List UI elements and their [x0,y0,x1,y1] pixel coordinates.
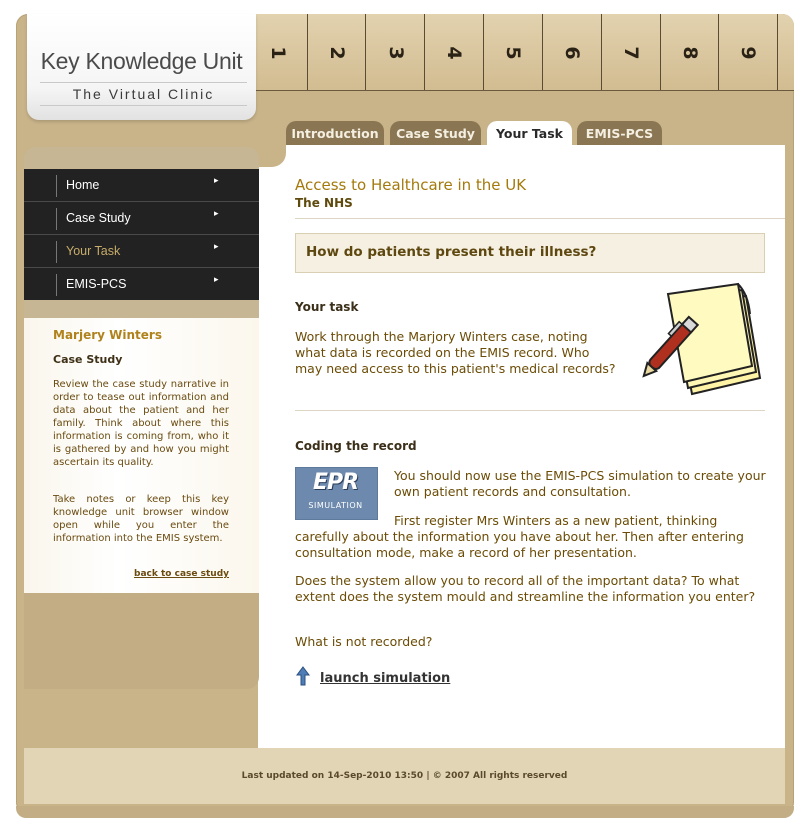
sidebar-paragraph: Review the case study narrative in order to tease out information and data about the patient and her family. Think about where this information is coming from, who it is gathered by and how you might ascertain its quality. [53,379,229,468]
page-subtitle: The NHS [295,196,353,210]
back-to-case-study-link[interactable]: back to case study [134,569,229,579]
chevron-right-icon: ▸ [214,176,219,186]
logo-subtitle: The Virtual Clinic [40,82,247,106]
task-heading: Your task [295,300,359,314]
footer-text: Last updated on 14-Sep-2010 13:50 | © 2007 All rights reserved [241,771,568,781]
sidebar-item-label: Case Study [66,211,131,225]
ruler-number: 3 [385,46,407,60]
ruler-tick [542,14,543,90]
ruler-tick [718,14,719,90]
ruler-number: 5 [502,46,524,60]
arrow-up-icon[interactable] [296,666,310,686]
page-frame-bottom [16,806,794,818]
chevron-right-icon: ▸ [214,242,219,252]
coding-paragraph-2: First register Mrs Winters as a new patient, thinking carefully about the information you have about her. Then after entering consultation mode, make a record of her presentation. [295,513,744,560]
ruler-number: 6 [561,46,583,60]
sidebar-heading: Case Study [53,353,123,366]
sidebar-footer [24,593,259,689]
ruler-tick [365,14,366,90]
task-text: Work through the Marjory Winters case, noting what data is recorded on the EMIS record. Who may need access to this patient's medical records? [295,329,616,376]
epr-logo-subtext: SIMULATION [308,501,363,510]
ruler-number: 7 [620,46,642,60]
epr-logo-text: EPR [312,470,359,495]
ruler-number: 1 [267,46,289,60]
tab-your-task[interactable]: Your Task [487,121,572,147]
chevron-right-icon: ▸ [214,275,219,285]
coding-paragraph-4: What is not recorded? [295,634,433,649]
nav-top-cap [24,147,259,169]
ruler-tick [424,14,425,90]
coding-paragraph-3: Does the system allow you to record all of the important data? To what extent does the system mould and streamline the information you enter? [295,573,756,604]
divider [295,218,785,219]
ruler-tick [483,14,484,90]
nav-divider [56,274,57,296]
nav-divider [56,175,57,197]
sidebar-item-home[interactable] [24,169,259,202]
sidebar-item-your-task[interactable] [24,235,259,268]
question-text: How do patients present their illness? [306,244,597,260]
sidebar-item-label: Your Task [66,244,121,258]
ruler-tick [307,14,308,90]
sidebar-item-label: EMIS-PCS [66,277,127,291]
sidebar-item-case-study[interactable] [24,202,259,235]
sidebar-nav [24,169,259,300]
tab-emis-pcs[interactable]: EMIS-PCS [577,121,662,145]
coding-paragraph-1: You should now use the EMIS-PCS simulation to create your own patient records and consultation. [394,468,766,499]
page-title: Access to Healthcare in the UK [295,176,527,194]
patient-name: Marjery Winters [53,328,162,342]
coding-heading: Coding the record [295,439,417,453]
ruler-tick [601,14,602,90]
logo-title: Key Knowledge Unit [40,48,243,74]
launch-simulation-link[interactable]: launch simulation [320,671,451,686]
nav-divider [56,241,57,263]
notepad-pencil-icon [628,282,766,400]
ruler-number: 2 [326,46,348,60]
sidebar-paragraph: Take notes or keep this key knowledge unit browser window open while you enter the information into the EMIS system. [53,494,229,544]
divider [295,410,765,411]
sidebar-item-emis-pcs[interactable] [24,268,259,301]
ruler-number: 4 [443,46,465,60]
ruler-tick [660,14,661,90]
ruler-banner [256,14,794,91]
ruler-number: 9 [737,46,759,60]
nav-bottom-cap [24,300,259,318]
sidebar-item-label: Home [66,178,100,192]
chevron-right-icon: ▸ [214,209,219,219]
tab-case-study[interactable]: Case Study [390,121,481,145]
ruler-number: 8 [679,46,701,60]
nav-divider [56,208,57,230]
tab-introduction[interactable]: Introduction [286,121,384,145]
ruler-tick [777,14,778,90]
site-logo[interactable] [27,14,256,120]
